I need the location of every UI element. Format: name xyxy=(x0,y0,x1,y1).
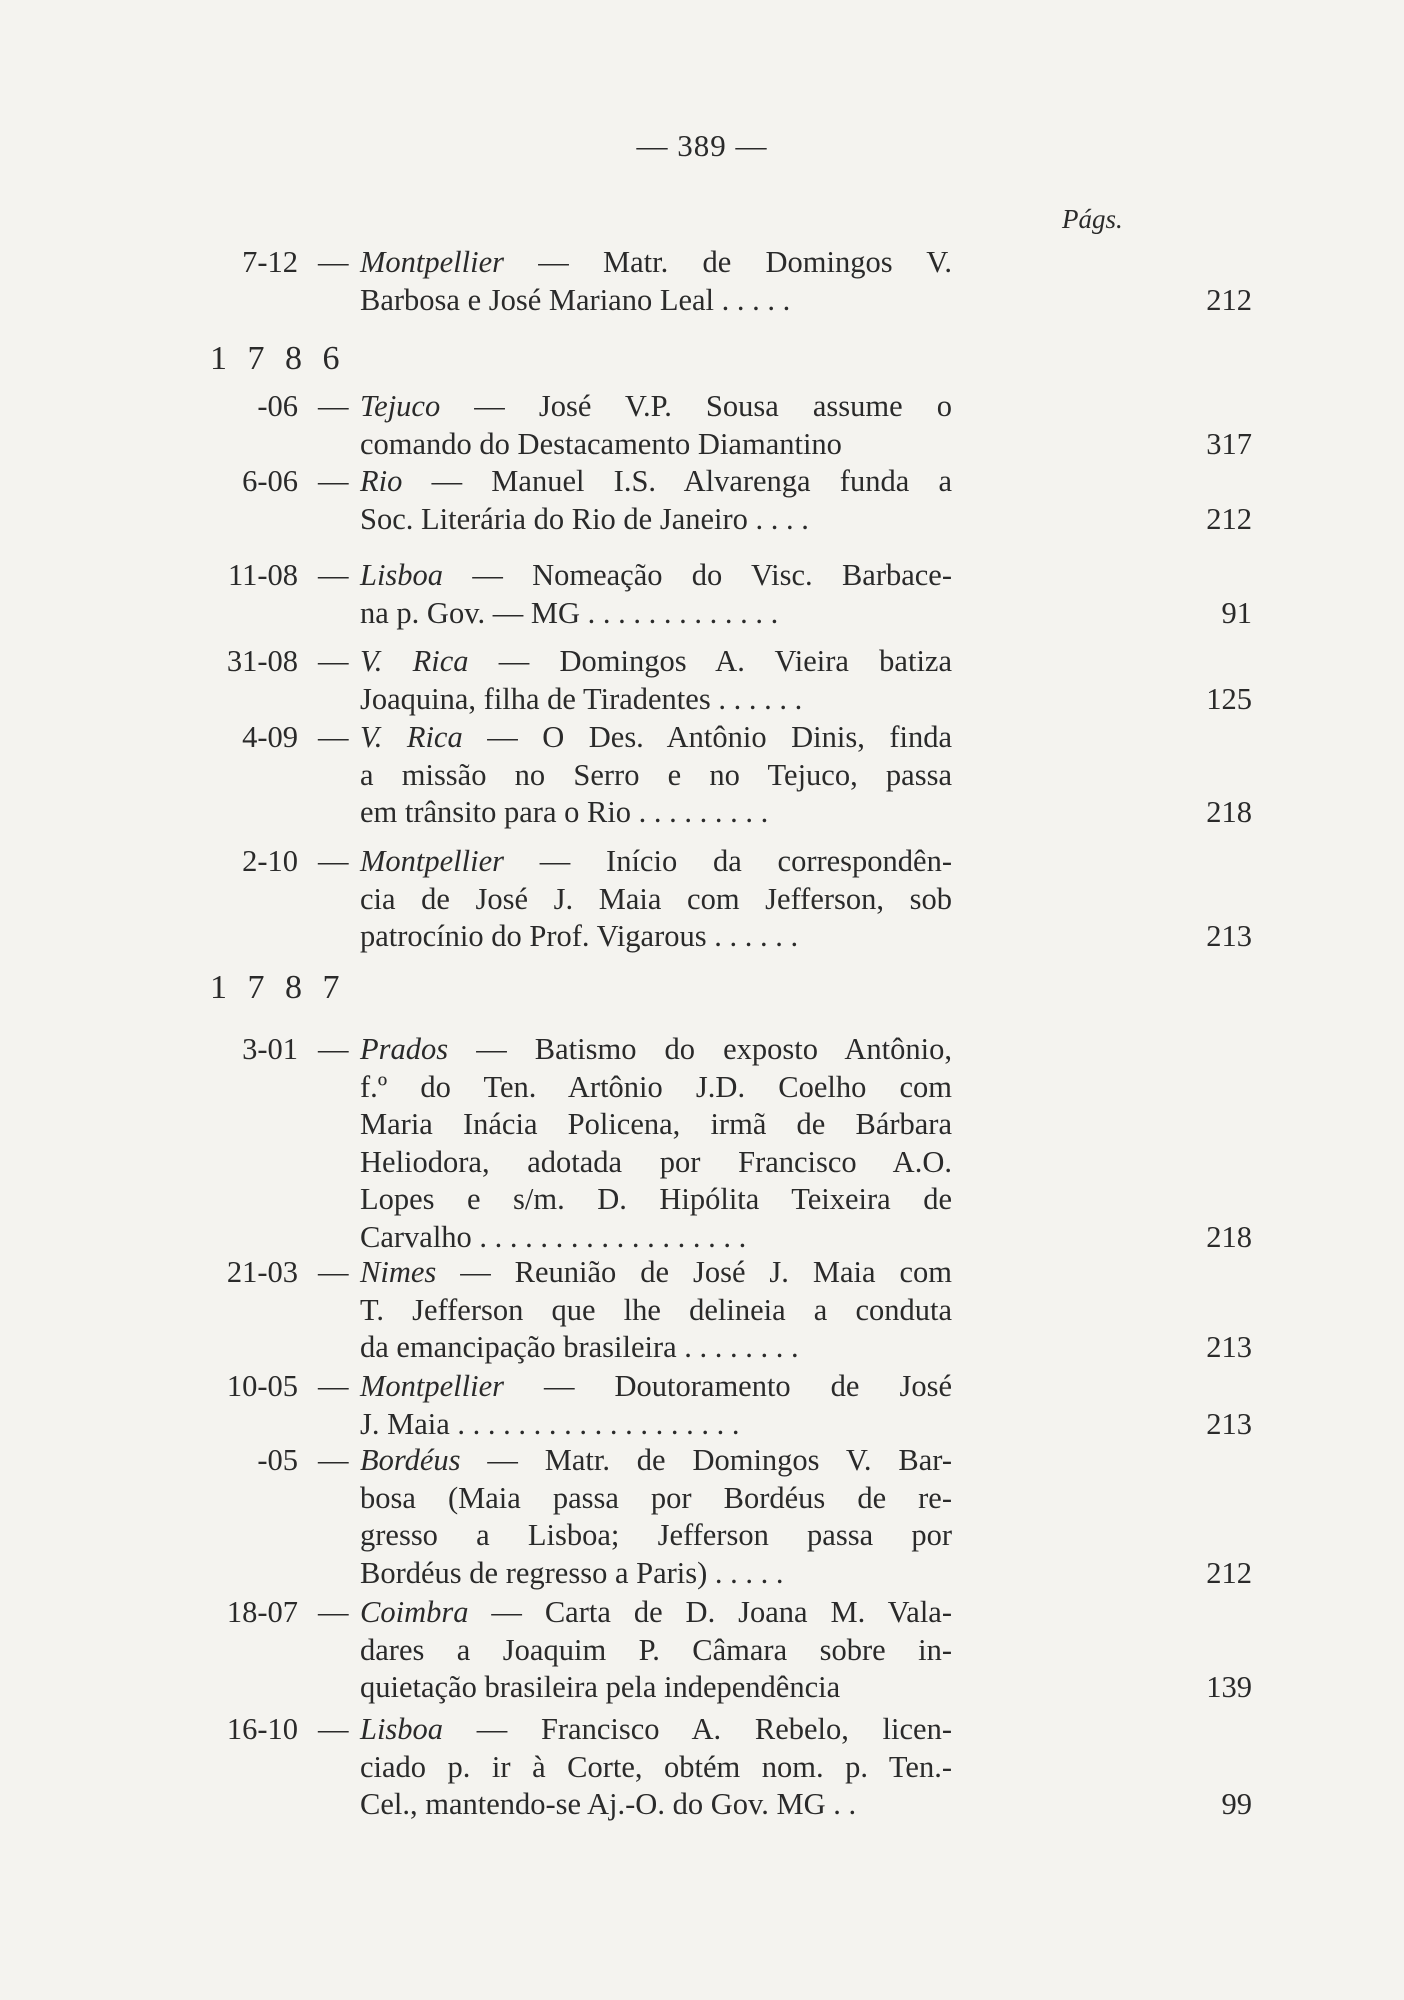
entry-text xyxy=(360,843,952,956)
entry-date: 18-07 xyxy=(226,1595,298,1629)
entry-text xyxy=(360,463,952,538)
entry-dash: — xyxy=(318,558,349,592)
entry-line: Barbosa e José Mariano Leal . . . . . xyxy=(360,282,791,317)
entry-date: 10-05 xyxy=(226,1369,298,1403)
entry-line: Montpellier — Matr. de Domingos V. xyxy=(360,245,952,279)
entry-line: Lisboa — Francisco A. Rebelo, licen- xyxy=(360,1712,952,1746)
entry-date: 21-03 xyxy=(226,1255,298,1289)
entry-page-number: 218 xyxy=(1206,1219,1252,1254)
entry-page-number: 212 xyxy=(1206,1555,1252,1590)
entry-line: V. Rica — O Des. Antônio Dinis, finda xyxy=(360,720,952,754)
entry-line: f.º do Ten. Artônio J.D. Coelho com xyxy=(360,1069,952,1104)
entry-line: T. Jefferson que lhe delineia a conduta xyxy=(360,1292,952,1327)
entry-line: Nimes — Reunião de José J. Maia com xyxy=(360,1255,952,1289)
entry-line: V. Rica — Domingos A. Vieira batiza xyxy=(360,644,952,678)
entry-page-number: 213 xyxy=(1206,919,1252,953)
entry-dash: — xyxy=(318,1369,349,1403)
entry-date: -05 xyxy=(257,1443,298,1477)
entry-line: patrocínio do Prof. Vigarous . . . . . . xyxy=(360,919,799,953)
entry-page-number: 212 xyxy=(1206,282,1252,317)
entry-line: Montpellier — Doutoramento de José xyxy=(360,1369,952,1403)
entry-date: 3-01 xyxy=(242,1032,298,1066)
entry-date: 16-10 xyxy=(226,1712,298,1746)
year-heading: 1 7 8 7 xyxy=(210,969,346,1006)
entry-page-number: 213 xyxy=(1206,1330,1252,1364)
entry-dash: — xyxy=(318,464,349,498)
entry-text xyxy=(360,1031,952,1256)
entry-line: quietação brasileira pela independência xyxy=(360,1670,841,1704)
entry-page-number: 213 xyxy=(1206,1406,1252,1441)
entry-date: -06 xyxy=(257,389,298,423)
entry-line: Lisboa — Nomeação do Visc. Barbace- xyxy=(360,558,952,592)
entry-date: 2-10 xyxy=(242,844,298,878)
entry-dash: — xyxy=(318,1032,349,1066)
entry-text xyxy=(360,388,952,463)
pages-column-header: Págs. xyxy=(1062,204,1123,234)
entry-page-number: 125 xyxy=(1206,681,1252,716)
entry-line: bosa (Maia passa por Bordéus de re- xyxy=(360,1480,952,1515)
entry-text xyxy=(360,1254,952,1367)
entry-date: 6-06 xyxy=(242,464,298,498)
entry-line: Soc. Literária do Rio de Janeiro . . . . xyxy=(360,501,809,536)
entry-line: Montpellier — Início da correspondên- xyxy=(360,844,952,878)
page-number: — 389 — xyxy=(636,128,768,163)
year-heading: 1 7 8 6 xyxy=(210,340,346,377)
entry-date: 4-09 xyxy=(242,720,298,754)
entry-line: cia de José J. Maia com Jefferson, sob xyxy=(360,881,952,916)
entry-text xyxy=(360,557,952,632)
entry-line: Bordéus de regresso a Paris) . . . . . xyxy=(360,1555,784,1590)
entry-page-number: 91 xyxy=(1221,595,1252,630)
entry-line: Tejuco — José V.P. Sousa assume o xyxy=(360,389,952,423)
entry-line: J. Maia . . . . . . . . . . . . . . . . . . . xyxy=(360,1406,740,1441)
entry-page-number: 218 xyxy=(1206,795,1252,829)
entry-line: gresso a Lisboa; Jefferson passa por xyxy=(360,1518,952,1552)
entry-text xyxy=(360,1594,952,1707)
entry-date: 31-08 xyxy=(226,644,298,678)
entry-line: na p. Gov. — MG . . . . . . . . . . . . . xyxy=(360,595,779,630)
entry-line: Cel., mantendo-se Aj.-O. do Gov. MG . . xyxy=(360,1787,857,1821)
entry-page-number: 139 xyxy=(1206,1670,1252,1704)
entry-line: Joaquina, filha de Tiradentes . . . . . . xyxy=(360,681,803,716)
entry-date: 7-12 xyxy=(242,245,298,279)
entry-text xyxy=(360,1711,952,1824)
entry-line: Coimbra — Carta de D. Joana M. Vala- xyxy=(360,1595,952,1629)
entry-line: Heliodora, adotada por Francisco A.O. xyxy=(360,1144,952,1179)
entry-line: Rio — Manuel I.S. Alvarenga funda a xyxy=(360,464,952,498)
entry-line: ciado p. ir à Corte, obtém nom. p. Ten.- xyxy=(360,1749,952,1784)
entry-line: Bordéus — Matr. de Domingos V. Bar- xyxy=(360,1443,952,1477)
entry-text xyxy=(360,643,952,718)
entry-line: Maria Inácia Policena, irmã de Bárbara xyxy=(360,1107,952,1141)
entry-line: Carvalho . . . . . . . . . . . . . . . . . . xyxy=(360,1219,747,1254)
entry-line: a missão no Serro e no Tejuco, passa xyxy=(360,757,952,792)
entry-page-number: 99 xyxy=(1221,1787,1252,1821)
entry-date: 11-08 xyxy=(227,558,298,592)
entry-text xyxy=(360,244,952,319)
entry-dash: — xyxy=(318,720,349,754)
entry-line: em trânsito para o Rio . . . . . . . . . xyxy=(360,795,769,829)
entry-dash: — xyxy=(318,1255,349,1289)
entry-text xyxy=(360,1442,952,1592)
entry-text xyxy=(360,719,952,832)
entry-dash: — xyxy=(318,1443,349,1477)
entry-line: da emancipação brasileira . . . . . . . . xyxy=(360,1330,799,1364)
entry-line: dares a Joaquim P. Câmara sobre in- xyxy=(360,1632,952,1667)
entry-dash: — xyxy=(318,844,349,878)
entry-dash: — xyxy=(318,389,349,423)
entry-dash: — xyxy=(318,1595,349,1629)
entry-line: comando do Destacamento Diamantino xyxy=(360,426,842,461)
entry-dash: — xyxy=(318,644,349,678)
entry-page-number: 317 xyxy=(1206,426,1252,461)
entry-page-number: 212 xyxy=(1206,501,1252,536)
entry-dash: — xyxy=(318,245,349,279)
entry-line: Prados — Batismo do exposto Antônio, xyxy=(360,1032,952,1066)
entry-line: Lopes e s/m. D. Hipólita Teixeira de xyxy=(360,1182,952,1216)
entry-dash: — xyxy=(318,1712,349,1746)
entry-text xyxy=(360,1368,952,1443)
